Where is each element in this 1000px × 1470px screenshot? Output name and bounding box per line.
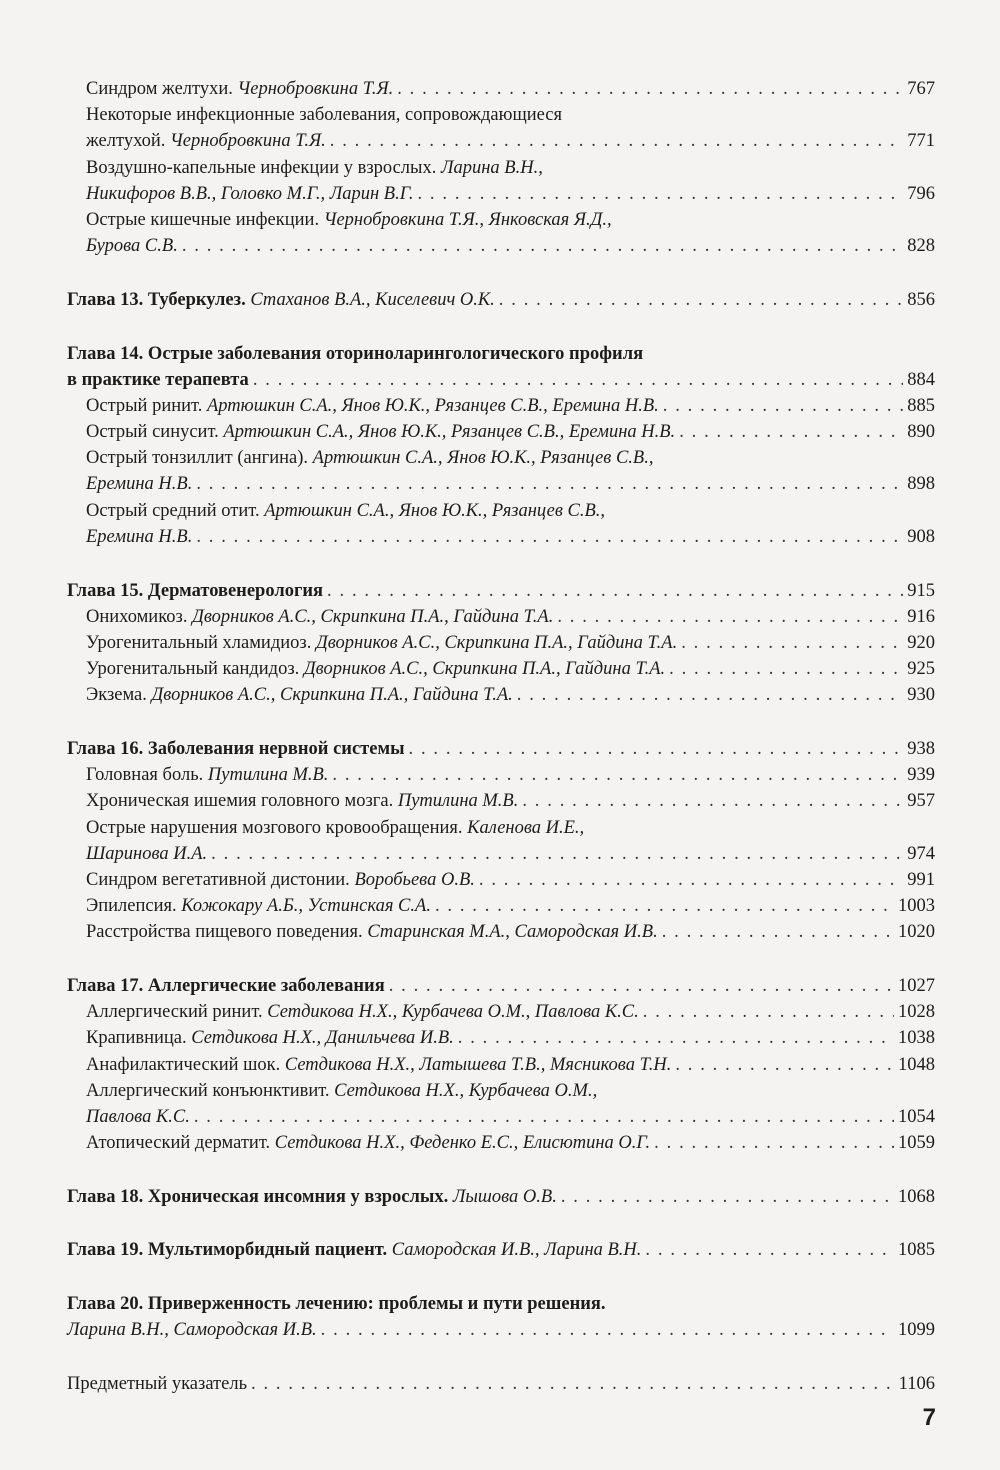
entry-authors: Самородская И.В., Ларина В.Н. — [391, 1240, 642, 1261]
entry-page-number: 916 — [907, 606, 935, 627]
entry-page-number: 957 — [907, 791, 935, 812]
entry-authors: Сетдикова Н.Х., Феденко Е.С., Елисютина О.Г. — [274, 1133, 651, 1154]
toc-entry-line — [67, 841, 935, 867]
entry-authors: Артюшкин С.А., Янов Ю.К., Рязанцев С.В., — [312, 448, 654, 469]
entry-title: Расстройства пищевого поведения. — [86, 922, 368, 943]
entry-title: Глава 16. Заболевания нервной системы — [67, 738, 405, 759]
entry-page-number: 930 — [907, 685, 935, 706]
entry-text — [86, 419, 675, 445]
entry-title: Острый тонзиллит (ангина). — [86, 448, 313, 469]
dot-leader — [557, 604, 903, 630]
entry-authors: Стаханов В.А., Киселевич О.К. — [250, 289, 495, 310]
entry-title: Атопический дерматит. — [86, 1133, 275, 1154]
toc-entry-line — [67, 102, 935, 128]
table-of-contents — [67, 76, 935, 1397]
toc-entry-line — [67, 524, 935, 550]
toc-entry-line — [67, 207, 935, 233]
dot-leader — [517, 682, 903, 708]
entry-title: Острые кишечные инфекции. — [86, 209, 324, 230]
entry-title: Некоторые инфекционные заболевания, сопровождающиеся — [86, 105, 563, 126]
section-gap — [67, 1264, 935, 1292]
entry-page-number: 890 — [907, 422, 935, 443]
entry-page-number: 767 — [907, 79, 935, 99]
entry-authors: Сетдикова Н.Х., Курбачева О.М., — [334, 1080, 598, 1101]
toc-entry-line — [67, 1078, 935, 1104]
entry-title: Синдром желтухи. — [86, 79, 238, 99]
entry-authors: Ларина В.Н., Самородская И.В. — [67, 1320, 317, 1341]
entry-text — [86, 893, 431, 919]
entry-text — [67, 1237, 641, 1263]
entry-authors: Кожокару А.Б., Устинская С.А. — [181, 896, 431, 917]
entry-authors: Старинская М.А., Самородская И.В. — [367, 922, 658, 943]
toc-entry-line — [67, 1104, 935, 1130]
entry-text — [67, 287, 495, 313]
toc-entry-line — [67, 233, 935, 259]
entry-text — [86, 128, 326, 154]
entry-title: Аллергический конъюнктивит. — [86, 1080, 335, 1101]
entry-authors: Сетдикова Н.Х., Латышева Т.В., Мясникова Т.Н. — [284, 1054, 672, 1075]
entry-authors: Шаринова И.А. — [86, 843, 208, 864]
entry-page-number: 991 — [907, 869, 935, 890]
entry-page-number: 1099 — [898, 1320, 935, 1341]
entry-text — [86, 1052, 671, 1078]
entry-authors: Сетдикова Н.Х., Курбачева О.М., Павлова К.С. — [267, 1002, 639, 1023]
toc-entry-line — [67, 919, 935, 945]
entry-title: Экзема. — [86, 685, 152, 706]
toc-entry-line — [67, 419, 935, 445]
section-gap — [67, 1156, 935, 1184]
entry-text — [86, 181, 413, 207]
entry-text — [86, 393, 659, 419]
entry-authors: Павлова К.С. — [86, 1106, 190, 1127]
entry-title: Воздушно-капельные инфекции у взрослых. — [86, 157, 441, 178]
entry-title: в практике терапевта — [67, 369, 249, 390]
entry-page-number: 1020 — [898, 922, 935, 943]
toc-entry-line — [67, 788, 935, 814]
dot-leader — [681, 630, 903, 656]
entry-page-number: 1003 — [898, 896, 935, 917]
entry-title: Головная боль. — [86, 765, 208, 786]
entry-text — [67, 1371, 247, 1397]
entry-text — [86, 1078, 597, 1104]
entry-page-number: 771 — [907, 131, 935, 152]
page-number: 7 — [922, 1404, 936, 1431]
entry-text — [86, 1025, 454, 1051]
entry-authors: Еремина Н.В. — [86, 526, 193, 547]
entry-title: Урогенитальный кандидоз. — [86, 659, 304, 680]
toc-entry-line — [67, 682, 935, 708]
dot-leader — [522, 788, 903, 814]
entry-text — [67, 367, 249, 393]
entry-authors: Дворников А.С., Скрипкина П.А., Гайдина Т.А. — [303, 659, 666, 680]
entry-text — [86, 604, 553, 630]
entry-title: Острый средний отит. — [86, 500, 265, 521]
entry-text — [86, 762, 328, 788]
toc-entry-line — [67, 393, 935, 419]
entry-text — [86, 102, 562, 128]
toc-entry-line — [67, 604, 935, 630]
dot-leader — [675, 1052, 894, 1078]
entry-title: Глава 20. Приверженность лечению: проблемы и пути решения. — [67, 1294, 606, 1315]
section-gap — [67, 259, 935, 287]
dot-leader — [196, 471, 903, 497]
entry-page-number: 1085 — [898, 1240, 935, 1261]
entry-page-number: 898 — [907, 474, 935, 495]
entry-text — [67, 736, 405, 762]
toc-entry-line — [67, 762, 935, 788]
entry-authors: Дворников А.С., Скрипкина П.А., Гайдина Т.А. — [151, 685, 513, 706]
entry-authors: Артюшкин С.А., Янов Ю.К., Рязанцев С.В., — [264, 500, 606, 521]
dot-leader — [417, 181, 903, 207]
entry-text — [86, 445, 653, 471]
entry-text — [67, 578, 323, 604]
dot-leader — [662, 919, 894, 945]
entry-page-number: 885 — [907, 395, 935, 416]
entry-page-number: 828 — [907, 236, 935, 257]
dot-leader — [327, 578, 903, 604]
entry-page-number: 1027 — [898, 975, 935, 996]
entry-authors: Воробьева О.В. — [354, 869, 475, 890]
entry-text — [86, 999, 639, 1025]
dot-leader — [196, 524, 903, 550]
entry-page-number: 915 — [907, 580, 935, 601]
dot-leader — [561, 1184, 894, 1210]
entry-text — [86, 682, 513, 708]
toc-chapter-line — [67, 1184, 935, 1210]
entry-text — [86, 233, 178, 259]
toc-chapter-line — [67, 1291, 935, 1317]
entry-page-number: 1068 — [898, 1186, 935, 1207]
entry-text — [86, 207, 612, 233]
entry-text — [86, 867, 475, 893]
toc-entry-line — [67, 867, 935, 893]
section-gap — [67, 313, 935, 341]
entry-title: Глава 18. Хроническая инсомния у взрослых. — [67, 1186, 453, 1207]
toc-entry-line — [67, 1025, 935, 1051]
dot-leader — [435, 893, 894, 919]
entry-page-number: 1038 — [898, 1028, 935, 1049]
dot-leader — [458, 1025, 894, 1051]
entry-authors: Артюшкин С.А., Янов Ю.К., Рязанцев С.В., Еремина Н.В. — [206, 395, 659, 416]
entry-title: Анафилактический шок. — [86, 1054, 285, 1075]
toc-entry-line — [67, 893, 935, 919]
entry-text — [86, 630, 677, 656]
entry-authors: Ларина В.Н., — [440, 157, 543, 178]
entry-page-number: 925 — [907, 659, 935, 680]
entry-page-number: 1106 — [898, 1374, 935, 1394]
section-gap — [67, 550, 935, 578]
entry-title: Глава 15. Дерматовенерология — [67, 580, 324, 601]
entry-text — [86, 471, 192, 497]
toc-chapter-line — [67, 341, 935, 367]
dot-leader — [330, 128, 904, 154]
dot-leader — [645, 1237, 894, 1263]
entry-page-number: 908 — [907, 526, 935, 547]
entry-title: Урогенитальный хламидиоз. — [86, 632, 316, 653]
entry-title: Острые нарушения мозгового кровообращения. — [86, 817, 468, 838]
entry-title: Глава 19. Мультиморбидный пациент. — [67, 1240, 392, 1261]
entry-text — [67, 341, 643, 367]
entry-authors: Никифоров В.В., Головко М.Г., Ларин В.Г. — [86, 183, 414, 204]
entry-page-number: 1048 — [898, 1054, 935, 1075]
entry-text — [86, 788, 518, 814]
section-gap — [67, 1344, 935, 1372]
toc-entry-line — [67, 1130, 935, 1156]
dot-leader — [211, 841, 903, 867]
entry-page-number: 1054 — [898, 1106, 935, 1127]
entry-title: Предметный указатель — [67, 1374, 248, 1394]
entry-authors: Чернобровкина Т.Я. — [170, 131, 326, 152]
dot-leader — [397, 76, 903, 102]
toc-entry-line — [67, 445, 935, 471]
section-gap — [67, 945, 935, 973]
entry-authors: Дворников А.С., Скрипкина П.А., Гайдина Т.А. — [315, 632, 678, 653]
entry-authors: Бурова С.В. — [86, 236, 178, 257]
dot-leader — [251, 1371, 895, 1397]
entry-text — [67, 1291, 606, 1317]
toc-entry-line — [67, 128, 935, 154]
toc-entry-line — [67, 471, 935, 497]
toc-chapter-line — [67, 578, 935, 604]
entry-authors: Дворников А.С., Скрипкина П.А., Гайдина Т.А. — [192, 606, 554, 627]
dot-leader — [253, 367, 903, 393]
dot-leader — [654, 1130, 894, 1156]
entry-title: Острый ринит. — [86, 395, 207, 416]
dot-leader — [663, 393, 903, 419]
toc-chapter-line — [67, 367, 935, 393]
entry-page-number: 1028 — [898, 1002, 935, 1023]
entry-text — [86, 841, 207, 867]
entry-title: Глава 17. Аллергические заболевания — [67, 975, 385, 996]
section-gap — [67, 1210, 935, 1238]
dot-leader — [669, 656, 903, 682]
toc-entry-line — [67, 155, 935, 181]
entry-authors: Артюшкин С.А., Янов Ю.К., Рязанцев С.В., Еремина Н.В. — [223, 422, 676, 443]
entry-text — [67, 1184, 557, 1210]
toc-index-line — [67, 1371, 935, 1397]
entry-text — [86, 155, 543, 181]
entry-text — [86, 656, 665, 682]
toc-chapter-line — [67, 736, 935, 762]
entry-authors: Лышова О.В. — [452, 1186, 557, 1207]
entry-text — [86, 815, 584, 841]
toc-chapter-line — [67, 973, 935, 999]
entry-title: Эпилепсия. — [86, 896, 182, 917]
section-gap — [67, 708, 935, 736]
entry-title: Крапивница. — [86, 1028, 192, 1049]
dot-leader — [321, 1317, 894, 1343]
toc-entry-line — [67, 498, 935, 524]
entry-title: Синдром вегетативной дистонии. — [86, 869, 355, 890]
entry-title: Глава 14. Острые заболевания оториноларингологического профиля — [67, 343, 644, 364]
entry-authors: Путилина М.В. — [397, 791, 519, 812]
entry-page-number: 920 — [907, 632, 935, 653]
entry-text — [86, 1130, 650, 1156]
toc-entry-line — [67, 999, 935, 1025]
entry-text — [67, 1317, 317, 1343]
dot-leader — [332, 762, 903, 788]
toc-entry-line — [67, 181, 935, 207]
entry-text — [86, 76, 393, 102]
entry-authors: Сетдикова Н.Х., Данильчева И.В. — [191, 1028, 454, 1049]
dot-leader — [679, 419, 903, 445]
entry-page-number: 884 — [907, 369, 935, 390]
entry-title: Острый синусит. — [86, 422, 224, 443]
dot-leader — [499, 287, 903, 313]
dot-leader — [409, 736, 904, 762]
entry-title: Аллергический ринит. — [86, 1002, 268, 1023]
toc-entry-line — [67, 1052, 935, 1078]
dot-leader — [194, 1104, 894, 1130]
entry-page-number: 938 — [907, 738, 935, 759]
entry-authors: Путилина М.В. — [207, 765, 329, 786]
entry-text — [86, 498, 605, 524]
toc-entry-line — [67, 76, 935, 102]
entry-title: желтухой. — [86, 131, 171, 152]
entry-authors: Каленова И.Е., — [467, 817, 585, 838]
toc-entry-line — [67, 630, 935, 656]
entry-text — [86, 919, 658, 945]
entry-page-number: 856 — [907, 289, 935, 310]
entry-text — [86, 524, 192, 550]
entry-authors: Еремина Н.В. — [86, 474, 193, 495]
entry-text — [67, 973, 385, 999]
entry-page-number: 1059 — [898, 1133, 935, 1154]
toc-chapter-line — [67, 1237, 935, 1263]
entry-page-number: 796 — [907, 183, 935, 204]
dot-leader — [389, 973, 894, 999]
entry-title: Глава 13. Туберкулез. — [67, 289, 251, 310]
entry-title: Хроническая ишемия головного мозга. — [86, 791, 398, 812]
entry-authors: Чернобровкина Т.Я. — [237, 79, 394, 99]
dot-leader — [643, 999, 894, 1025]
entry-title: Онихомикоз. — [86, 606, 193, 627]
entry-authors: Чернобровкина Т.Я., Янковская Я.Д., — [323, 209, 612, 230]
entry-page-number: 974 — [907, 843, 935, 864]
dot-leader — [182, 233, 903, 259]
toc-chapter-line — [67, 287, 935, 313]
toc-entry-line — [67, 815, 935, 841]
entry-page-number: 939 — [907, 765, 935, 786]
toc-entry-line — [67, 656, 935, 682]
toc-chapter-line — [67, 1317, 935, 1343]
entry-text — [86, 1104, 190, 1130]
dot-leader — [479, 867, 903, 893]
